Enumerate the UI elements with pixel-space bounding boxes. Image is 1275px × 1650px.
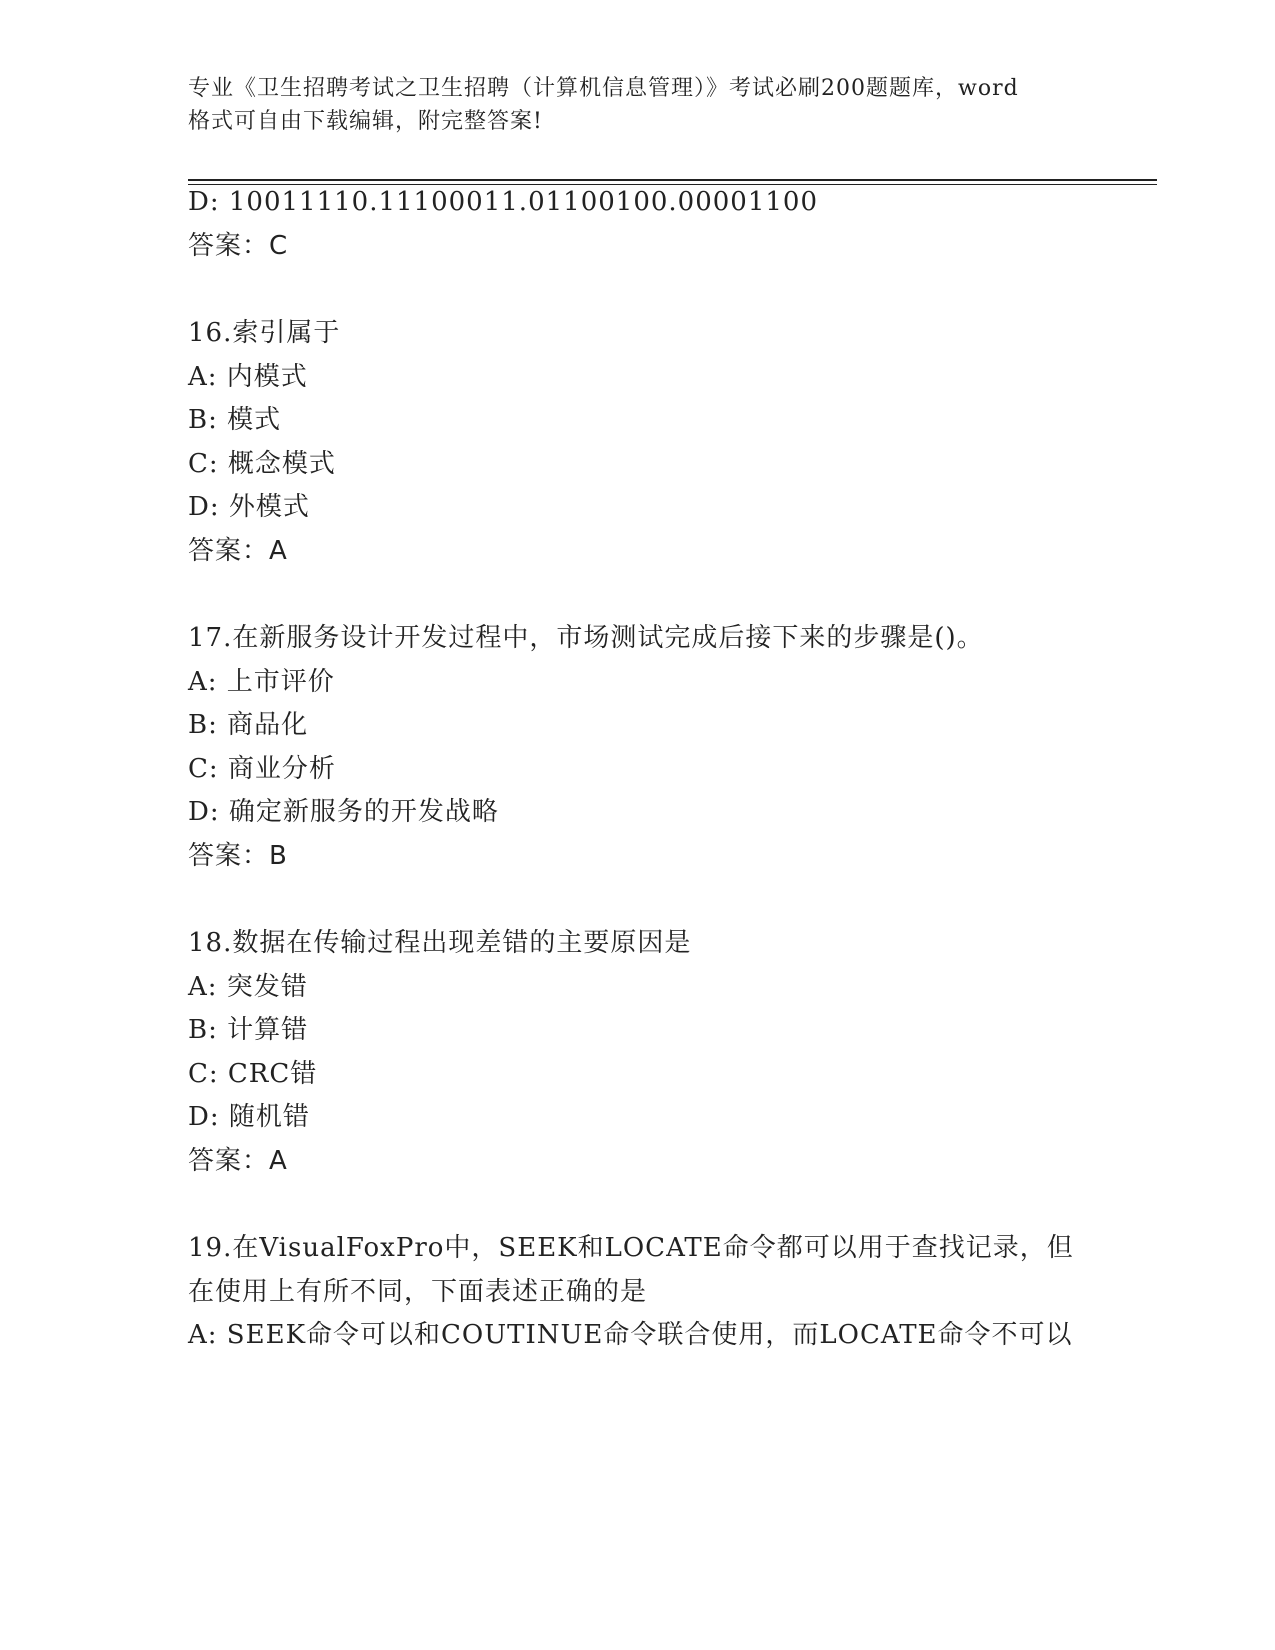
q17-option-b: B: 商品化	[188, 710, 309, 740]
q16-option-d: D: 外模式	[188, 492, 310, 522]
q18-question: 18.数据在传输过程出现差错的主要原因是	[188, 928, 692, 958]
q16-question: 16.索引属于	[188, 318, 341, 348]
q16-option-b: B: 模式	[188, 405, 282, 435]
header-line-2: 格式可自由下载编辑，附完整答案!	[188, 109, 543, 134]
header-divider-thick	[188, 179, 1157, 181]
q17-option-d: D: 确定新服务的开发战略	[188, 797, 499, 827]
q16-option-a: A: 内模式	[188, 362, 308, 392]
header-divider-thin	[188, 184, 1157, 185]
q16-option-c: C: 概念模式	[188, 449, 336, 479]
document-header	[188, 72, 1088, 138]
q19-option-a: A: SEEK命令可以和COUTINUE命令联合使用，而LOCATE命令不可以	[188, 1320, 1073, 1350]
q19-question-line-1: 19.在VisualFoxPro中，SEEK和LOCATE命令都可以用于查找记录，但	[188, 1233, 1074, 1263]
q18-option-b: B: 计算错	[188, 1015, 309, 1045]
q17-answer: 答案：B	[188, 841, 288, 871]
header-line-1: 专业《卫生招聘考试之卫生招聘（计算机信息管理）》考试必刷200题题库，word	[188, 76, 1019, 101]
q18-option-c: C: CRC错	[188, 1059, 318, 1089]
q17-option-a: A: 上市评价	[188, 667, 335, 697]
q17-option-c: C: 商业分析	[188, 754, 336, 784]
prev-answer: 答案：C	[188, 231, 289, 261]
q18-option-a: A: 突发错	[188, 972, 308, 1002]
q18-answer: 答案：A	[188, 1146, 288, 1176]
q18-option-d: D: 随机错	[188, 1102, 310, 1132]
q16-answer: 答案：A	[188, 536, 288, 566]
q17-question: 17.在新服务设计开发过程中，市场测试完成后接下来的步骤是()。	[188, 623, 984, 653]
q19-question-line-2: 在使用上有所不同，下面表述正确的是	[188, 1277, 648, 1307]
prev-option-d: D: 10011110.11100011.01100100.00001100	[188, 187, 819, 217]
